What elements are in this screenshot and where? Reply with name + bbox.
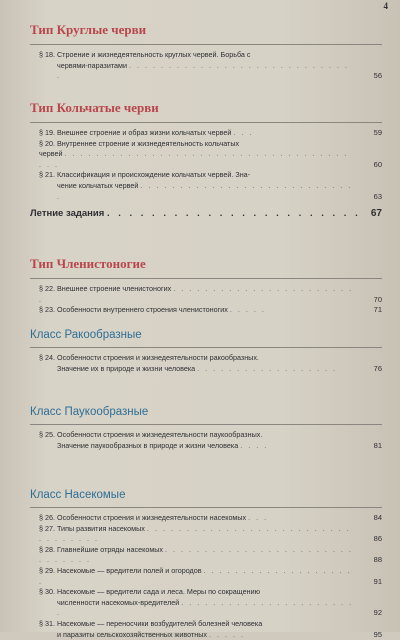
entry-page: 95 <box>373 629 382 639</box>
leader-dots: . . . <box>233 128 254 137</box>
leader-dots: . . . . . . . . . . . . . . . . . . . . . . . . . . . . . . . <box>39 544 353 565</box>
divider <box>30 278 382 279</box>
entry-line1: § 19. Внешнее строение и образ жизни кольчатых червей <box>39 128 232 137</box>
toc-entry[interactable] <box>30 50 382 82</box>
entry-page: 86 <box>373 534 382 544</box>
divider <box>30 424 382 425</box>
entry-line2: численности насекомых-вредителей <box>57 597 180 607</box>
entry-line2: Значение паукообразных в природе и жизни человека <box>57 440 239 450</box>
entry-page: 91 <box>373 576 382 586</box>
entry-page: 59 <box>373 128 382 137</box>
entry-line1: § 28. Главнейшие отряды насекомых <box>39 544 164 554</box>
leader-dots: . . . . . <box>229 305 266 315</box>
divider <box>30 507 382 508</box>
divider <box>30 347 382 348</box>
toc-entry[interactable] <box>30 524 382 545</box>
entry-line2: червей <box>39 149 63 159</box>
toc-entry[interactable] <box>30 545 382 566</box>
section-title: Класс Ракообразные <box>30 329 142 341</box>
section-arachnids <box>30 406 382 451</box>
section-insects <box>30 489 382 640</box>
leader-dots: . . . . . . . . . . . . . . . . . . . . . . . <box>106 208 361 219</box>
leader-dots: . . . . <box>240 440 269 450</box>
section-title: Класс Паукообразные <box>30 406 149 418</box>
entry-line1: § 22. Внешнее строение членистоногих <box>39 284 172 293</box>
toc-entry[interactable] <box>30 139 382 171</box>
section-roundworms <box>30 22 382 82</box>
entry-line2: и паразиты сельскохозяйственных животных <box>57 629 207 639</box>
entry-line2: червями-паразитами <box>57 60 127 70</box>
entry-page: 63 <box>373 191 382 201</box>
toc-entry[interactable] <box>30 305 382 316</box>
toc-entry[interactable] <box>30 619 382 640</box>
entry-line1: § 23. Особенности внутреннего строения членистоногих <box>39 305 228 315</box>
entry-line1: § 26. Особенности строения и жизнедеятельности насекомых <box>39 513 247 522</box>
toc-entry[interactable] <box>30 353 382 374</box>
leader-dots: . . . . . . . . . . . . . . . . . . . . . . . . . . . . . . . . . . . . . . . <box>39 149 349 169</box>
entry-page: 60 <box>373 159 382 169</box>
entry-page: 84 <box>373 513 382 522</box>
entry-page: 81 <box>373 440 382 450</box>
section-title: Тип Членистоногие <box>30 256 146 271</box>
leader-dots: . . . . . . . . . . . . . . . . . . . . . . . . <box>39 284 354 304</box>
entry-line1: § 25. Особенности строения и жизнедеятельности паукообразных. <box>39 430 263 439</box>
summer-page: 67 <box>370 208 382 219</box>
entry-page: 56 <box>373 71 382 81</box>
leader-dots: . . . . . . . . . . . . . . . . . . . . . . . . . . . . <box>57 180 353 201</box>
section-title: Тип Кольчатые черви <box>30 100 159 115</box>
section-crustaceans <box>30 329 382 374</box>
entry-page: 92 <box>373 608 382 618</box>
entry-page: 71 <box>373 305 382 315</box>
entry-line2: Значение их в природе и жизни человека <box>57 363 196 373</box>
toc-entry[interactable] <box>30 170 382 202</box>
leader-dots: . . . . . . . . . . . . . . . . . . . . . . . . . . . . . . . . . . <box>39 523 351 544</box>
entry-line1: § 30. Насекомые — вредители сада и леса. Меры по сокращению <box>39 587 261 597</box>
entry-line1: § 20. Внутреннее строение и жизнедеятельность кольчатых <box>39 138 240 148</box>
toc-entry[interactable] <box>30 513 382 524</box>
toc-entry[interactable] <box>30 128 382 139</box>
section-arthropods <box>30 256 382 316</box>
entry-line1: § 24. Особенности строения и жизнедеятельности ракообразных. <box>39 353 259 362</box>
section-annelids <box>30 100 382 202</box>
entry-page: 76 <box>373 363 382 373</box>
entry-line1: § 21. Классификация и происхождение кольчатых червей. Зна- <box>39 170 251 180</box>
summer-tasks-entry[interactable] <box>30 208 382 219</box>
divider <box>30 44 382 45</box>
section-title: Тип Круглые черви <box>30 22 147 37</box>
toc-entry[interactable] <box>30 430 382 451</box>
entry-line1: § 27. Типы развития насекомых <box>39 523 145 533</box>
entry-page: 70 <box>373 294 382 304</box>
entry-page: 88 <box>373 555 382 565</box>
corner-number: 4 <box>383 1 388 11</box>
entry-line1: § 31. Насекомые — переносчики возбудителей болезней человека <box>39 618 263 628</box>
toc-entry[interactable] <box>30 587 382 619</box>
divider <box>30 122 382 123</box>
toc-entry[interactable] <box>30 566 382 587</box>
toc-entry[interactable] <box>30 284 382 305</box>
leader-dots: . . . . . . . . . . . . . . . . . . <box>197 363 338 373</box>
summer-label: Летние задания <box>30 208 105 219</box>
entry-line1: § 18. Строение и жизнедеятельность круглых червей. Борьба с <box>39 50 251 59</box>
leader-dots: . . . . . . . . . . . . . . . . . . . . . . . <box>57 597 354 618</box>
leader-dots: . . . . . <box>208 629 245 639</box>
leader-dots: . . . . . . . . . . . . . . . . . . . . . . . . . . . . . <box>57 60 349 81</box>
section-title: Класс Насекомые <box>30 489 126 501</box>
entry-line1: § 29. Насекомые — вредители полей и огородов <box>39 565 202 575</box>
leader-dots: . . . . . . . . . . . . . . . . . . . . <box>39 565 352 586</box>
leader-dots: . . . <box>248 513 269 522</box>
entry-line2: чение кольчатых червей <box>57 180 139 190</box>
